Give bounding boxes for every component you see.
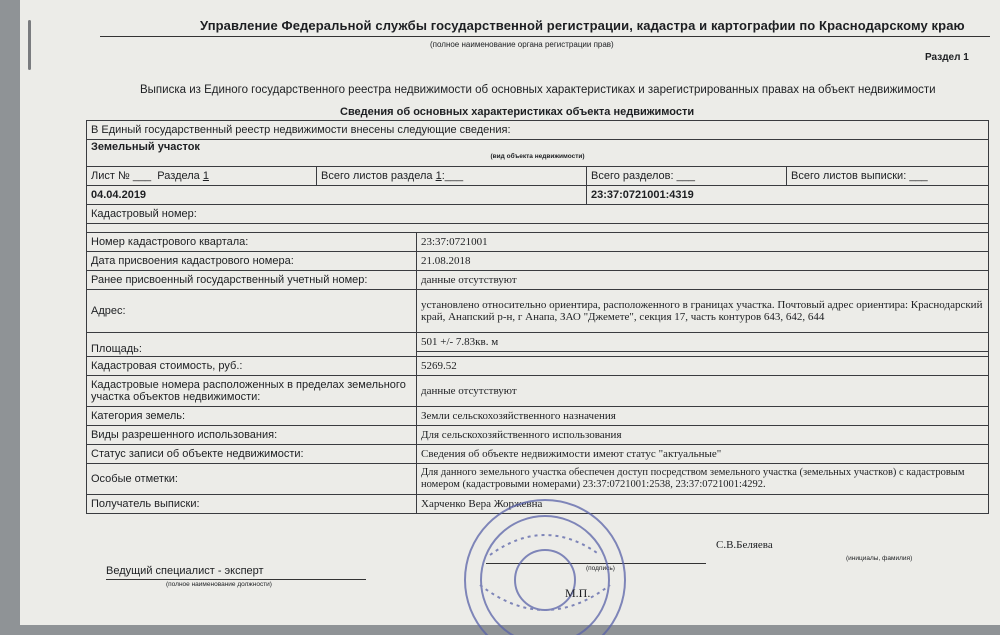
previous-number-label: Ранее присвоенный государственный учетный номер: [87,271,417,290]
authority-caption: (полное наименование органа регистрации прав) [430,40,614,49]
located-objects-label: Кадастровые номера расположенных в пределах земельного участка объектов недвижимости: [87,376,417,407]
total-sheets-section-label: Всего листов раздела [321,170,433,182]
section-text: Раздела [157,170,200,182]
signature-caption: (подпись) [586,565,615,572]
object-type: Земельный участок [91,141,200,153]
table-row [87,464,989,495]
total-sections-cell: Всего разделов: ___ [587,167,787,186]
located-objects-value: данные отсутствуют [417,376,989,407]
cost-value: 5269.52 [417,357,989,376]
record-status-label: Статус записи об объекте недвижимости: [87,445,417,464]
permitted-use-label: Виды разрешенного использования: [87,426,417,445]
section-label: Раздел 1 [925,52,969,63]
special-marks-value: Для данного земельного участка обеспечен доступ посредством земельного участка (земельных участков) с кадастровым номером (кадастровыми номерами) 23:37:0721001:2538, 23:37:0721001:4292. [417,464,989,495]
special-marks-label: Особые отметки: [87,464,417,495]
table-row [87,233,989,252]
position-caption: (полное наименование должности) [166,581,272,588]
cadastral-number-label: Кадастровый номер: [87,205,989,224]
table-row [87,205,989,224]
table-row [87,290,989,333]
table-row [87,357,989,376]
sheet-section-cell: Лист № ___ Раздела 1 [87,167,317,186]
assign-date-label: Дата присвоения кадастрового номера: [87,252,417,271]
table-row [87,121,989,140]
total-sheets-extract-label: Всего листов выписки: [791,170,907,182]
record-status-value: Сведения об объекте недвижимости имеют статус "актуальные" [417,445,989,464]
quarter-value: 23:37:0721001 [417,233,989,252]
extract-date: 04.04.2019 [87,186,587,205]
cadastral-number-value: 23:37:0721001:4319 [587,186,989,205]
quarter-label: Номер кадастрового квартала: [87,233,417,252]
table-title: Сведения об основных характеристиках объекта недвижимости [340,106,695,118]
table-row [87,252,989,271]
total-sheets-extract-cell: Всего листов выписки: ___ [787,167,989,186]
permitted-use-value: Для сельскохозяйственного использования [417,426,989,445]
seal-mark: М.П. [565,586,591,600]
table-row [87,140,989,167]
authority-underline [100,36,990,37]
total-sheets-section-value: 1 [435,170,442,182]
table-row [87,407,989,426]
object-type-cell [87,140,989,167]
area-label: Площадь: [87,333,417,357]
table-row [87,426,989,445]
name-caption: (инициалы, фамилия) [846,555,913,562]
assign-date-value: 21.08.2018 [417,252,989,271]
table-row [87,186,989,205]
document-sheet [20,0,1000,625]
table-row [87,333,989,352]
previous-number-value: данные отсутствуют [417,271,989,290]
total-sections-label: Всего разделов: [591,170,674,182]
object-type-caption: (вид объекта недвижимости) [490,153,585,160]
section-number: 1 [202,170,209,182]
recipient-value: Харченко Вера Жоржевна [417,495,989,514]
characteristics-table [86,120,989,514]
intro-text: В Единый государственный реестр недвижимости внесены следующие сведения: [87,121,989,140]
land-category-value: Земли сельскохозяйственного назначения [417,407,989,426]
official-seal-stamp [450,495,640,635]
specialist-name: С.В.Беляева [716,539,773,551]
authority-name: Управление Федеральной службы государственной регистрации, кадастра и картографии по Краснодарскому краю [200,18,965,33]
binder-clip [28,20,31,70]
area-value: 501 +/- 7.83кв. м [417,333,989,352]
address-label: Адрес: [87,290,417,333]
total-sheets-section-cell: Всего листов раздела 1:___ [317,167,587,186]
table-spacer [87,224,989,233]
position-underline [106,579,366,580]
land-category-label: Категория земель: [87,407,417,426]
table-row [87,271,989,290]
sheet-no-label: Лист № [91,170,130,182]
specialist-position: Ведущий специалист - эксперт [106,565,264,577]
recipient-label: Получатель выписки: [87,495,417,514]
table-row [87,445,989,464]
address-value: установлено относительно ориентира, расположенного в границах участка. Почтовый адрес ориентира: Краснодарский край, Анапский р-н, г Анапа, ЗАО "Джемете", секция 17, часть контуров 643, 642, 644 [417,290,989,333]
table-row [87,167,989,186]
extract-title: Выписка из Единого государственного реестра недвижимости об основных характеристиках и зарегистрированных правах на объект недвижимости [140,84,936,96]
table-row [87,376,989,407]
cost-label: Кадастровая стоимость, руб.: [87,357,417,376]
